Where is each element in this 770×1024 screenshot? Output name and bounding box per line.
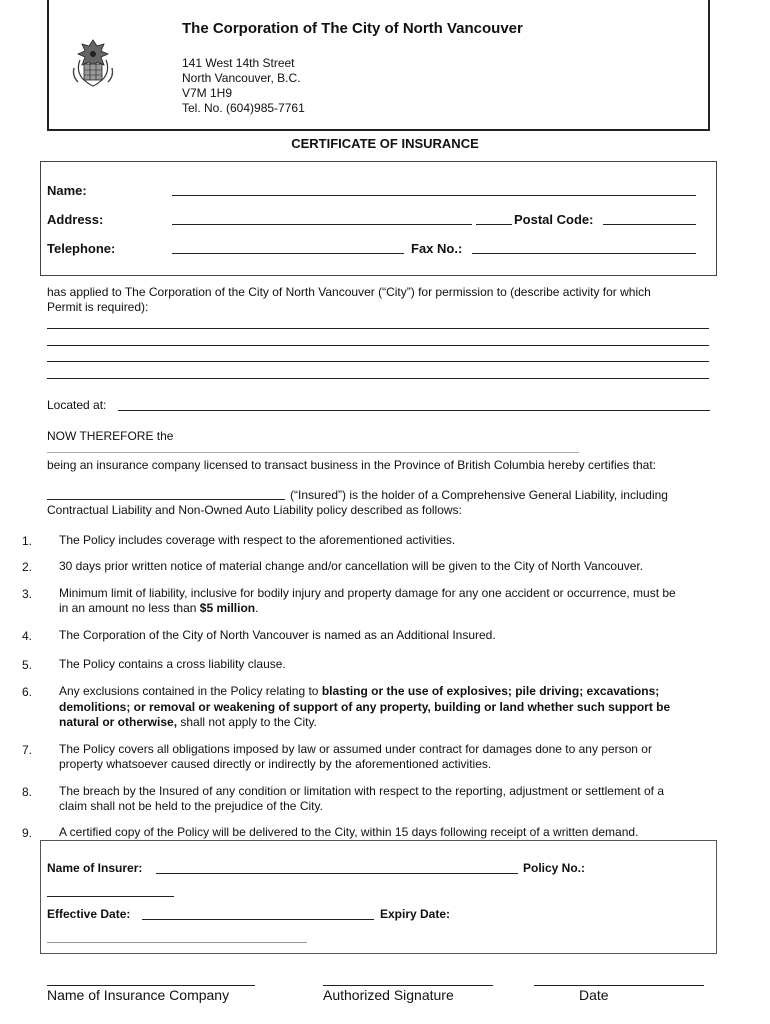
condition-number: 4. (22, 629, 33, 643)
activity-description-line-2[interactable] (47, 345, 709, 346)
effective-date-field[interactable] (142, 919, 374, 920)
policy-no-label: Policy No.: (523, 861, 586, 875)
applied-text-line-2: Permit is required): (47, 300, 149, 314)
insurance-company-signature-line[interactable] (47, 985, 255, 986)
condition-text-cont (59, 715, 317, 731)
located-label: Located at: (47, 398, 107, 412)
name-of-insurer-label: Name of Insurer: (47, 861, 143, 875)
insurer-certifies-text: being an insurance company licensed to transact business in the Province of British Columbia hereby certifies that: (47, 458, 656, 472)
phone-number: Tel. No. (604)985-7761 (182, 101, 305, 115)
authorized-signature-label: Authorized Signature (323, 987, 454, 1003)
expiry-date-label: Expiry Date: (380, 907, 451, 921)
condition-text: The Policy covers all obligations imposed by law or assumed under contract for damages done to any person or (59, 742, 652, 756)
insurer-info-box (40, 840, 717, 954)
applicant-info-box (40, 161, 717, 276)
condition-text: 30 days prior written notice of material change and/or cancellation will be given to the City of North Vancouver. (59, 559, 644, 573)
condition-text-part: . (255, 601, 259, 615)
address-line-2: North Vancouver, B.C. (182, 71, 301, 85)
organization-title: The Corporation of The City of North Vancouver (182, 20, 523, 37)
fax-field[interactable] (472, 253, 696, 254)
telephone-label: Telephone: (47, 241, 116, 256)
fax-label: Fax No.: (411, 241, 463, 256)
name-label: Name: (47, 183, 87, 198)
insured-text-line-2: Contractual Liability and Non-Owned Auto Liability policy described as follows: (47, 503, 462, 517)
condition-number: 5. (22, 658, 33, 672)
date-signature-line[interactable] (534, 985, 704, 986)
condition-number: 2. (22, 560, 33, 574)
condition-text-cont (59, 601, 258, 617)
location-field[interactable] (118, 410, 710, 411)
postal-code-field[interactable] (603, 224, 696, 225)
address-line-1: 141 West 14th Street (182, 56, 295, 70)
condition-text: The breach by the Insured of any condition or limitation with respect to the reporting, adjustment or settlement of a (59, 784, 664, 798)
condition-text-bold: demolitions; or removal or weakening of support of any property, building or land whether such support be (59, 700, 671, 714)
insurance-company-label: Name of Insurance Company (47, 987, 230, 1003)
expiry-date-field[interactable] (47, 942, 307, 943)
condition-text-cont: claim shall not be held to the prejudice of the City. (59, 799, 323, 813)
condition-text-cont (59, 700, 670, 716)
now-therefore-text: NOW THEREFORE the (47, 429, 174, 443)
condition-number: 1. (22, 534, 33, 548)
condition-text: The Policy includes coverage with respect to the aforementioned activities. (59, 533, 456, 547)
condition-text: The Policy contains a cross liability clause. (59, 657, 286, 671)
liability-amount: $5 million (199, 601, 256, 615)
condition-text-part: in an amount no less than (59, 601, 200, 615)
condition-text-part: Any exclusions contained in the Policy relating to (59, 684, 322, 698)
condition-text-bold: blasting or the use of explosives; pile driving; excavations; (321, 684, 660, 698)
activity-description-line-4[interactable] (47, 378, 709, 379)
address-field[interactable] (172, 224, 472, 225)
condition-text (59, 684, 659, 700)
condition-text: Minimum limit of liability, inclusive for bodily injury and property damage for any one accident or occurrence, must be (59, 586, 676, 600)
insured-name-field[interactable] (47, 499, 285, 500)
city-crest-logo (70, 38, 116, 88)
condition-number: 6. (22, 685, 33, 699)
insurer-name-field[interactable] (47, 452, 579, 453)
authorized-signature-line[interactable] (323, 985, 493, 986)
address-label: Address: (47, 212, 104, 227)
name-field[interactable] (172, 195, 696, 196)
activity-description-line-1[interactable] (47, 328, 709, 329)
condition-number: 3. (22, 587, 33, 601)
activity-description-line-3[interactable] (47, 361, 709, 362)
condition-text-bold: natural or otherwise, (59, 715, 178, 729)
condition-text: The Corporation of the City of North Vancouver is named as an Additional Insured. (59, 628, 496, 642)
postal-code-label: Postal Code: (514, 212, 594, 227)
insured-text-line-1: (“Insured”) is the holder of a Comprehensive General Liability, including (290, 488, 668, 502)
condition-number: 9. (22, 826, 33, 840)
date-label: Date (579, 987, 609, 1003)
address-line-3: V7M 1H9 (182, 86, 233, 100)
applied-text-line-1: has applied to The Corporation of the City of North Vancouver (“City”) for permission to (describe activity for which (47, 285, 651, 299)
address-field-cont[interactable] (476, 224, 512, 225)
condition-text: A certified copy of the Policy will be delivered to the City, within 15 days following receipt of a written demand. (59, 825, 639, 839)
condition-text-part: shall not apply to the City. (177, 715, 317, 729)
condition-number: 7. (22, 743, 33, 757)
name-of-insurer-field[interactable] (156, 873, 518, 874)
document-title: CERTIFICATE OF INSURANCE (291, 136, 479, 151)
policy-no-field[interactable] (47, 896, 174, 897)
condition-number: 8. (22, 785, 33, 799)
effective-date-label: Effective Date: (47, 907, 131, 921)
telephone-field[interactable] (172, 253, 404, 254)
condition-text-cont: property whatsoever caused directly or indirectly by the aforementioned activities. (59, 757, 492, 771)
